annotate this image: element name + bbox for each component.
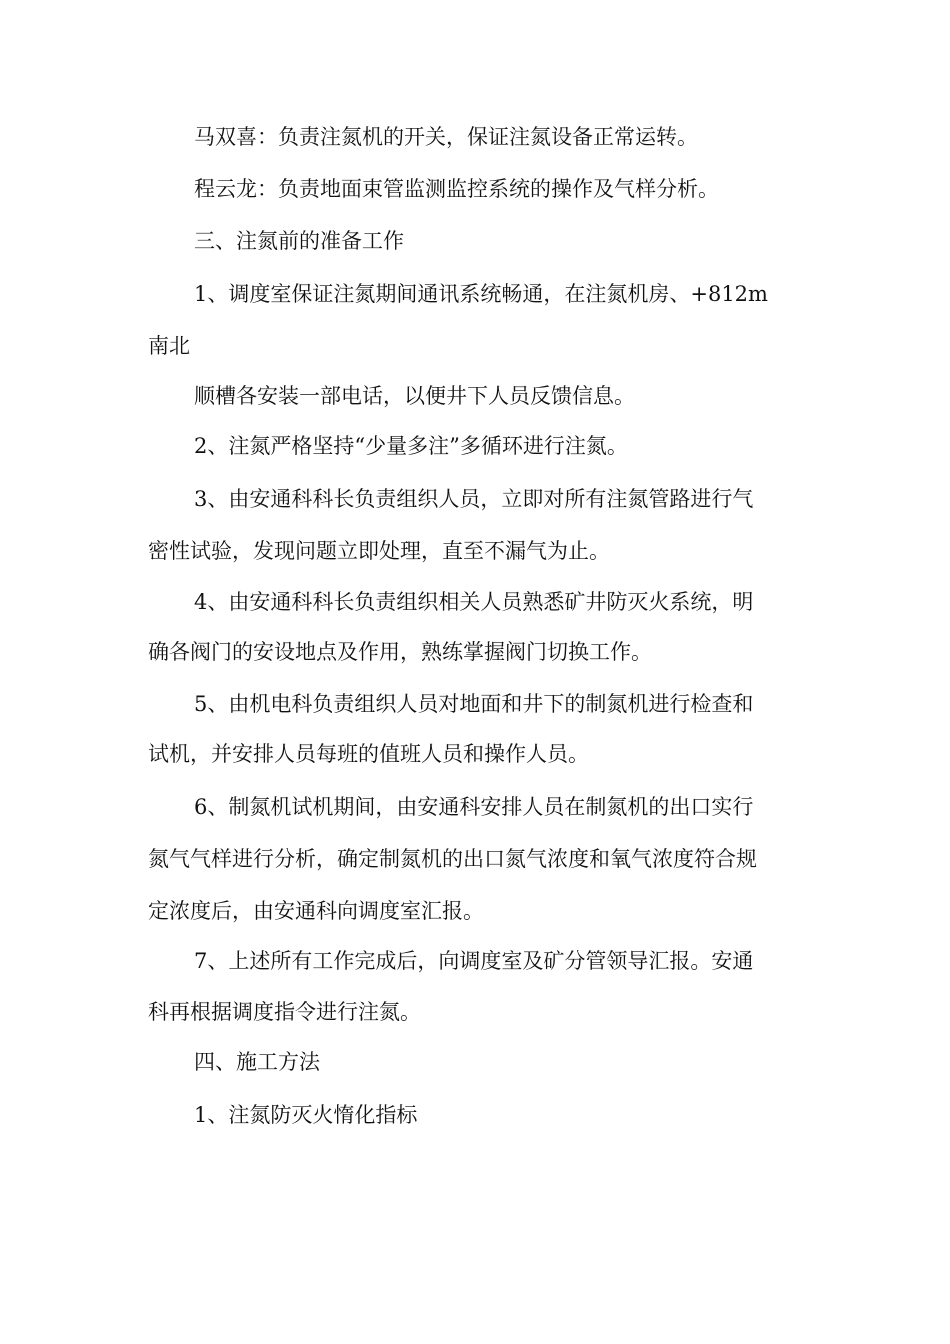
paragraph-line: 4、由安通科科长负责组织相关人员熟悉矿井防灭火系统，明: [194, 590, 754, 614]
paragraph-line: 1、调度室保证注氮期间通讯系统畅通，在注氮机房、+812m: [194, 282, 768, 306]
paragraph-line: 氮气气样进行分析，确定制氮机的出口氮气浓度和氧气浓度符合规: [148, 847, 757, 871]
paragraph-line: 南北: [148, 334, 190, 358]
section-heading: 四、施工方法: [194, 1050, 320, 1074]
paragraph-line: 定浓度后，由安通科向调度室汇报。: [148, 899, 484, 923]
section-heading: 三、注氮前的准备工作: [194, 229, 404, 253]
paragraph-line: 确各阀门的安设地点及作用，熟练掌握阀门切换工作。: [148, 640, 652, 664]
paragraph-line: 6、制氮机试机期间，由安通科安排人员在制氮机的出口实行: [194, 795, 754, 819]
paragraph-line: 试机，并安排人员每班的值班人员和操作人员。: [148, 742, 589, 766]
paragraph-line: 3、由安通科科长负责组织人员，立即对所有注氮管路进行气: [194, 487, 754, 511]
paragraph-line: 2、注氮严格坚持“少量多注”多循环进行注氮。: [194, 434, 628, 458]
subsection-heading: 1、注氮防灭火惰化指标: [194, 1103, 418, 1127]
paragraph-line: 程云龙：负责地面束管监测监控系统的操作及气样分析。: [194, 177, 719, 201]
paragraph-line: 马双喜：负责注氮机的开关，保证注氮设备正常运转。: [194, 125, 698, 149]
paragraph-line: 科再根据调度指令进行注氮。: [148, 1000, 421, 1024]
paragraph-line: 密性试验，发现问题立即处理，直至不漏气为止。: [148, 539, 610, 563]
paragraph-line: 顺槽各安装一部电话，以便井下人员反馈信息。: [194, 384, 635, 408]
paragraph-line: 7、上述所有工作完成后，向调度室及矿分管领导汇报。安通: [194, 949, 754, 973]
paragraph-line: 5、由机电科负责组织人员对地面和井下的制氮机进行检查和: [194, 692, 754, 716]
